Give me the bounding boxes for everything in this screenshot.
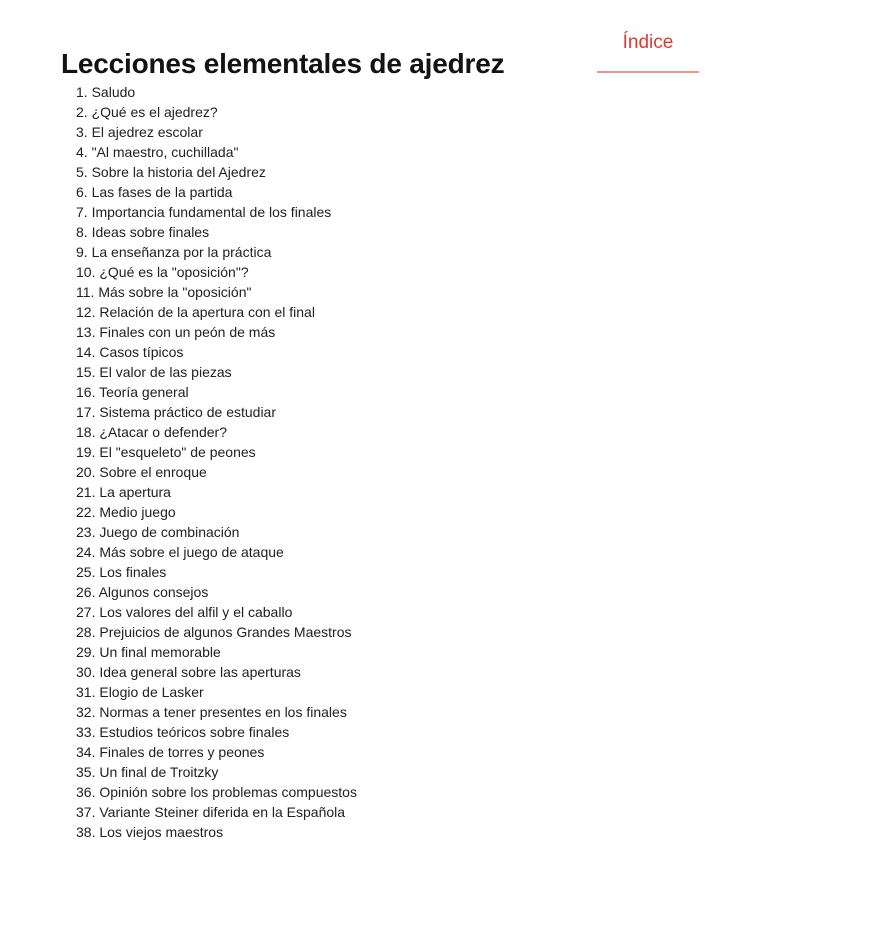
toc-item[interactable] xyxy=(76,202,357,222)
toc-item-number: 25. xyxy=(76,564,96,580)
toc-item[interactable] xyxy=(76,702,357,722)
toc-item[interactable] xyxy=(76,542,357,562)
toc-item[interactable] xyxy=(76,682,357,702)
toc-item[interactable] xyxy=(76,362,357,382)
toc-item-number: 20. xyxy=(76,464,96,480)
toc-item-number: 7. xyxy=(76,204,88,220)
toc-item-number: 33. xyxy=(76,724,96,740)
toc-item-number: 21. xyxy=(76,484,96,500)
toc-item-title: Más sobre la "oposición" xyxy=(98,284,252,300)
toc-item-title: El ajedrez escolar xyxy=(91,124,203,140)
toc-item-number: 3. xyxy=(76,124,88,140)
toc-item[interactable] xyxy=(76,182,357,202)
toc-item-number: 22. xyxy=(76,504,96,520)
toc-item-number: 5. xyxy=(76,164,88,180)
toc-item-title: ¿Qué es la "oposición"? xyxy=(99,264,249,280)
toc-item-title: Idea general sobre las aperturas xyxy=(99,664,301,680)
toc-item[interactable] xyxy=(76,802,357,822)
toc-item-number: 12. xyxy=(76,304,96,320)
toc-item-number: 32. xyxy=(76,704,96,720)
toc-item-number: 23. xyxy=(76,524,96,540)
toc-item-title: Sistema práctico de estudiar xyxy=(99,404,276,420)
toc-item[interactable] xyxy=(76,282,357,302)
toc-item-number: 17. xyxy=(76,404,96,420)
toc-item-title: La apertura xyxy=(99,484,171,500)
toc-item-title: Sobre el enroque xyxy=(99,464,207,480)
toc-item-number: 14. xyxy=(76,344,96,360)
toc-item-title: Juego de combinación xyxy=(99,524,240,540)
toc-item[interactable] xyxy=(76,822,357,842)
toc-item-title: Ideas sobre finales xyxy=(91,224,210,240)
toc-item-number: 30. xyxy=(76,664,96,680)
toc-item-number: 16. xyxy=(76,384,96,400)
toc-item-number: 34. xyxy=(76,744,96,760)
toc-item[interactable] xyxy=(76,162,357,182)
toc-item-title: ¿Qué es el ajedrez? xyxy=(91,104,218,120)
toc-item[interactable] xyxy=(76,722,357,742)
toc-item-title: Sobre la historia del Ajedrez xyxy=(91,164,266,180)
toc-item[interactable] xyxy=(76,602,357,622)
toc-item-number: 8. xyxy=(76,224,88,240)
toc-item[interactable] xyxy=(76,502,357,522)
toc-item-title: Teoría general xyxy=(99,384,189,400)
toc-item[interactable] xyxy=(76,622,357,642)
toc-item-number: 24. xyxy=(76,544,96,560)
toc-item-number: 38. xyxy=(76,824,96,840)
toc-item-title: Un final memorable xyxy=(99,644,221,660)
toc-item[interactable] xyxy=(76,302,357,322)
page-title: Lecciones elementales de ajedrez xyxy=(61,48,505,79)
toc-item-title: Algunos consejos xyxy=(98,584,209,600)
toc-item-number: 29. xyxy=(76,644,96,660)
toc-item-title: El "esqueleto" de peones xyxy=(99,444,256,460)
toc-item[interactable] xyxy=(76,242,357,262)
toc-item-title: El valor de las piezas xyxy=(99,364,232,380)
toc-item-title: Los valores del alfil y el caballo xyxy=(99,604,293,620)
toc-item-title: Estudios teóricos sobre finales xyxy=(99,724,290,740)
toc-item[interactable] xyxy=(76,762,357,782)
toc-item[interactable] xyxy=(76,662,357,682)
toc-item-number: 1. xyxy=(76,84,88,100)
toc-item-title: La enseñanza por la práctica xyxy=(91,244,272,260)
toc-item-title: Elogio de Lasker xyxy=(99,684,204,700)
toc-item-title: ¿Atacar o defender? xyxy=(99,424,227,440)
toc-item[interactable] xyxy=(76,142,357,162)
toc-item-title: Casos típicos xyxy=(99,344,184,360)
toc-item[interactable] xyxy=(76,82,357,102)
toc-item[interactable] xyxy=(76,642,357,662)
toc-item-title: Normas a tener presentes en los finales xyxy=(99,704,347,720)
toc-item[interactable] xyxy=(76,442,357,462)
toc-item-title: Más sobre el juego de ataque xyxy=(99,544,284,560)
toc-item-number: 13. xyxy=(76,324,96,340)
toc-item-title: "Al maestro, cuchillada" xyxy=(91,144,239,160)
toc-item[interactable] xyxy=(76,562,357,582)
toc-item-title: Opinión sobre los problemas compuestos xyxy=(99,784,357,800)
toc-item-title: Los finales xyxy=(99,564,167,580)
toc-item-number: 11. xyxy=(76,284,95,300)
indice-nav-link[interactable]: Índice xyxy=(622,32,674,53)
toc-item-title: Finales con un peón de más xyxy=(99,324,276,340)
toc-item-title: Finales de torres y peones xyxy=(99,744,265,760)
toc-item[interactable] xyxy=(76,422,357,442)
toc-item-title: Importancia fundamental de los finales xyxy=(91,204,332,220)
toc-item-title: Las fases de la partida xyxy=(91,184,233,200)
toc-item-number: 4. xyxy=(76,144,88,160)
toc-item-number: 9. xyxy=(76,244,88,260)
toc-item[interactable] xyxy=(76,102,357,122)
toc-item-number: 31. xyxy=(76,684,96,700)
toc-item[interactable] xyxy=(76,522,357,542)
toc-item-number: 2. xyxy=(76,104,88,120)
toc-item-title: Medio juego xyxy=(99,504,176,520)
toc-item[interactable] xyxy=(76,402,357,422)
toc-item-number: 27. xyxy=(76,604,96,620)
toc-item-title: Relación de la apertura con el final xyxy=(99,304,315,320)
toc-item[interactable] xyxy=(76,342,357,362)
toc-item-title: Los viejos maestros xyxy=(99,824,224,840)
toc-item[interactable] xyxy=(76,582,357,602)
toc-item-number: 10. xyxy=(76,264,96,280)
toc-item-number: 18. xyxy=(76,424,96,440)
toc-item[interactable] xyxy=(76,782,357,802)
toc-item-number: 26. xyxy=(76,584,96,600)
toc-item-number: 19. xyxy=(76,444,96,460)
toc-item[interactable] xyxy=(76,322,357,342)
toc-item-number: 15. xyxy=(76,364,96,380)
toc-item[interactable] xyxy=(76,742,357,762)
toc-item-number: 6. xyxy=(76,184,88,200)
toc-item[interactable] xyxy=(76,462,357,482)
indice-active-underline xyxy=(597,71,699,73)
toc-item-number: 35. xyxy=(76,764,96,780)
toc-item-number: 28. xyxy=(76,624,96,640)
toc-item[interactable] xyxy=(76,382,357,402)
toc-item[interactable] xyxy=(76,262,357,282)
toc-item-title: Prejuicios de algunos Grandes Maestros xyxy=(99,624,352,640)
toc-item-number: 37. xyxy=(76,804,96,820)
toc-list xyxy=(76,82,357,842)
toc-item[interactable] xyxy=(76,222,357,242)
toc-item-title: Un final de Troitzky xyxy=(99,764,219,780)
toc-item[interactable] xyxy=(76,122,357,142)
toc-item-number: 36. xyxy=(76,784,96,800)
toc-item-title: Variante Steiner diferida en la Española xyxy=(99,804,346,820)
toc-item[interactable] xyxy=(76,482,357,502)
toc-item-title: Saludo xyxy=(91,84,136,100)
